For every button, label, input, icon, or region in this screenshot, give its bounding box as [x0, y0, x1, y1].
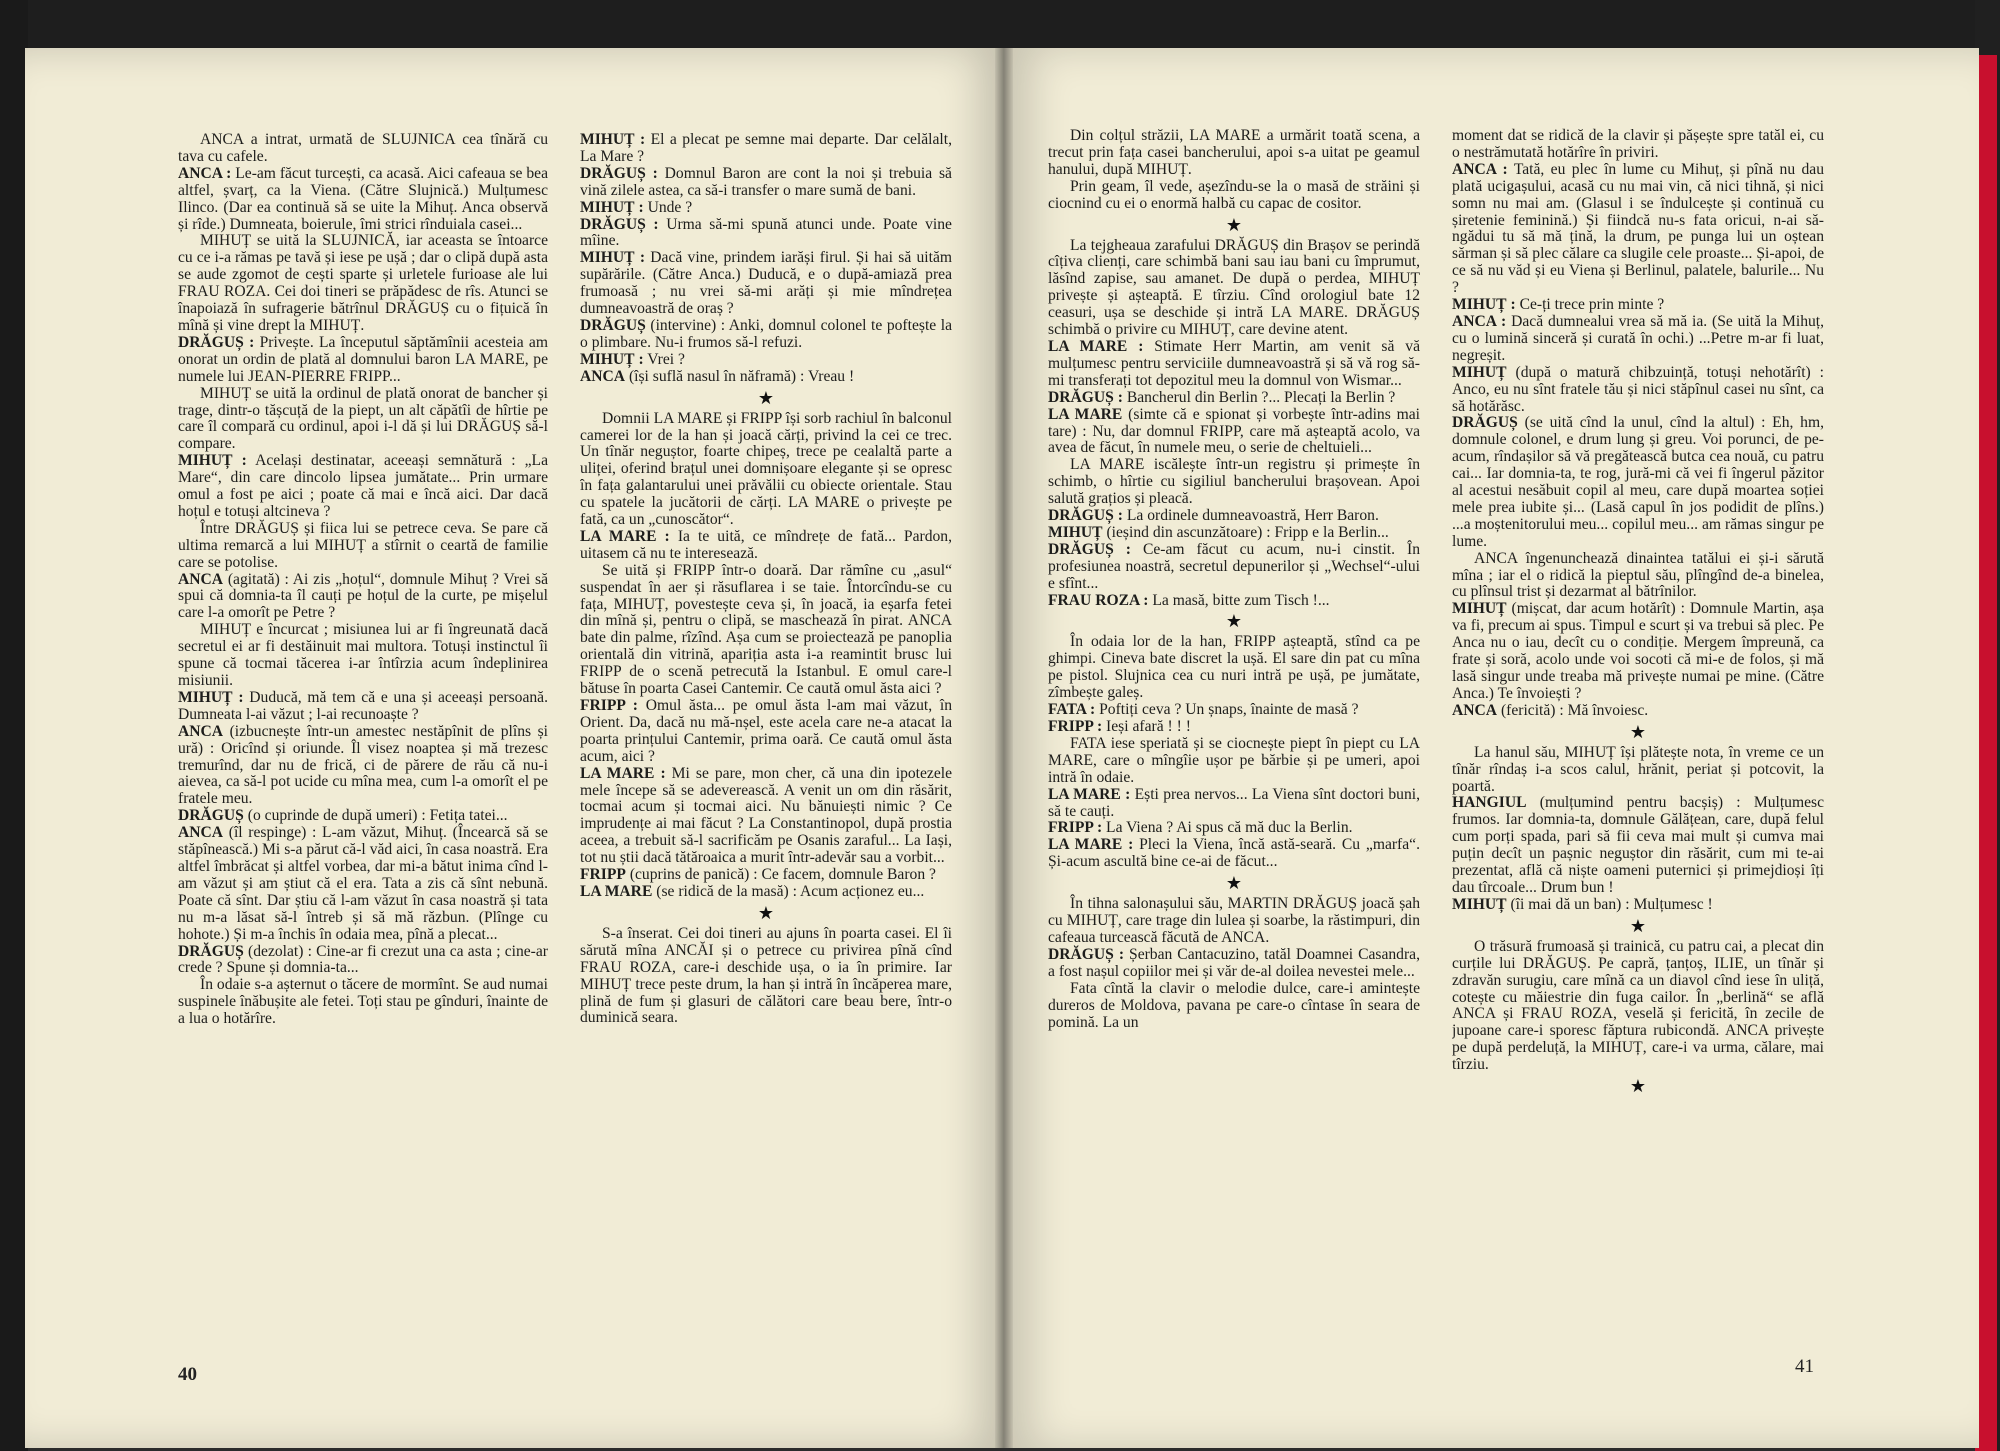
paragraph-text: Le-am făcut turcești, ca acasă. Aici cafeaua se bea altfel, șvarț, ca la Viena. (Către Slujnică.) Mulțumesc Ilinco. (Dar ea continuă să se uite la Mihuț. Anca observă și rîde.) Dumneata, boierule, îmi strici rînduiala casei...	[178, 164, 548, 233]
text-column-4	[1452, 128, 1824, 1343]
paragraph	[1452, 415, 1824, 550]
paragraph-text: La hanul său, MIHUȚ își plătește nota, în vreme ce un tînăr rîndaș i-a scos calul, hrănit, periat și potcovit, la poartă.	[1452, 743, 1824, 795]
paragraph-text: Domnul Baron are cont la noi și trebuia să vină zilele astea, ca să-i transfer o mare sumă de bani.	[580, 164, 952, 199]
section-star-icon: ★	[1629, 1076, 1647, 1097]
speaker-name: DRĂGUȘ	[178, 807, 244, 825]
paragraph-text: Dacă dumnealui vrea să mă ia. (Se uită la Mihuț, cu o lumină sinceră și curată în ochi.) ...Petre m-ar fi luat, negreșit.	[1452, 312, 1824, 364]
section-star-icon: ★	[757, 902, 775, 923]
paragraph-text: MIHUȚ e încurcat ; misiunea lui ar fi îngreunată dacă secretul ei ar fi destăinuit mai multora. Totuși instinctul îi spune că tocmai tăcerea i-ar întîrzia acum îndeplinirea misiunii.	[178, 621, 548, 689]
paragraph-text: (intervine) : Anki, domnul colonel te poftește la o plimbare. Nu-i frumos să-l refuzi.	[580, 316, 952, 351]
speaker-name: MIHUȚ	[1452, 363, 1507, 381]
paragraph-text: Poftiți ceva ? Un șnaps, înainte de masă ?	[1099, 701, 1359, 719]
paragraph	[1048, 634, 1420, 702]
paragraph-text: (agitată) : Ai zis „hoțul“, domnule Mihuț ? Vrei să spui că domnia-ta îl cauți pe hoțul de la curte, pe mișelul care l-a omorît pe Petre ?	[178, 570, 548, 622]
speaker-name: LA MARE :	[580, 527, 670, 545]
paragraph-text: Prin geam, îl vede, așezîndu-se la o masă de străini și ciocnind cu ei o enormă halbă cu capac de cositor.	[1048, 177, 1420, 212]
paragraph-text: (cuprins de panică) : Ce facem, domnule Baron ?	[629, 866, 936, 884]
paragraph-text: Omul ăsta... pe omul ăsta l-am mai văzut, în Orient. Da, dacă nu mă-nșel, este acela care ne-a atacat la poarta prințului Cantemir, prima oară. Ce caută omul ăsta acum, aici ?	[580, 697, 952, 765]
paragraph	[1048, 787, 1420, 821]
paragraph-text: FATA iese speriată și se ciocnește piept în piept cu LA MARE, care o mîngîie ușor pe bărbie și pe umeri, apoi intră în odaie.	[1048, 734, 1420, 786]
speaker-name: ANCA :	[1452, 312, 1507, 330]
paragraph	[580, 884, 952, 901]
paragraph	[1452, 897, 1824, 914]
paragraph-text: Mi se pare, mon cher, că una din ipotezele mele începe să se adeverească. A venit un om din răsărit, tocmai acum și tocmai aici. Nu bănuiești nimic ? Ce imprudențe ai mai făcut ? La Constantinopol, după prostia aceea, a trebuit să-l sacrificăm pe Osanis zaraful... La Iași, tot nu știi dacă tătăroaica a murit într-adevăr sau a vorbit...	[580, 764, 952, 867]
paragraph	[580, 200, 952, 217]
speaker-name: LA MARE :	[1048, 836, 1134, 854]
paragraph	[1452, 703, 1824, 720]
paragraph	[178, 977, 548, 1028]
paragraph	[1048, 719, 1420, 736]
paragraph-text: Ia te uită, ce mîndrețe de fată... Pardon, uitasem că nu te interesează.	[580, 527, 952, 562]
paragraph	[178, 825, 548, 943]
text-column-1	[178, 132, 548, 1347]
paragraph	[1048, 820, 1420, 837]
speaker-name: ANCA :	[178, 164, 232, 182]
text-column-2	[580, 132, 952, 1347]
speaker-name: DRĂGUȘ :	[1048, 507, 1123, 525]
paragraph-text: Fata cîntă la clavir o melodie dulce, care-i amintește dureros de Moldova, pavana pe care-o cîntase în seara de pomină. La un	[1048, 979, 1420, 1031]
paragraph-text: (ieșind din ascunzătoare) : Fripp e la Berlin...	[1106, 523, 1389, 541]
speaker-name: DRĂGUȘ	[1452, 414, 1518, 432]
speaker-name: MIHUȚ	[1452, 600, 1507, 618]
paragraph-text: (fericită) : Mă învoiesc.	[1500, 701, 1649, 719]
speaker-name: ANCA	[178, 722, 224, 740]
paragraph	[580, 926, 952, 1027]
paragraph	[178, 335, 548, 386]
paragraph	[1048, 593, 1420, 610]
paragraph-text: (îl respinge) : L-am văzut, Mihuț. (Încearcă să se stăpînească.) Mi s-a părut că-l văd aici, în casa noastră. Era altfel îmbrăcat și altfel vorbea, dar mi-a bătut inima cînd l-am văzut și am știut că el era. Tata a zis că sînt nebună. Poate că sînt. Dar știu că l-am văzut în casa noastră și tata nu m-a lăsat să-l întreb și să mă răzbun. (Plînge cu hohote.) Și m-a închis în odaia mea, pînă a plecat...	[178, 824, 548, 943]
text-column-3	[1048, 128, 1420, 1343]
speaker-name: DRĂGUȘ	[178, 942, 244, 960]
speaker-name: ANCA :	[1452, 160, 1508, 178]
paragraph	[580, 352, 952, 369]
paragraph	[1048, 457, 1420, 508]
paragraph-text: La ordinele dumneavoastră, Herr Baron.	[1126, 507, 1379, 525]
paragraph	[178, 386, 548, 454]
speaker-name: MIHUȚ	[1048, 523, 1103, 541]
paragraph	[580, 867, 952, 884]
paragraph-text: Stimate Herr Martin, am venit să vă mulțumesc pentru serviciile dumneavoastră și să vă rog să-mi transferați tot depozitul meu la domnul von Wismar...	[1048, 337, 1420, 389]
paragraph-text: La masă, bitte zum Tisch !...	[1152, 591, 1330, 609]
paragraph-text: Pleci la Viena, încă astă-seară. Cu „marfa“. Și-acum ascultă bine ce-ai de făcut...	[1048, 836, 1420, 871]
paragraph-text: Duducă, mă tem că e una și aceeași persoană. Dumneata l-ai văzut ; l-ai recunoaște ?	[178, 688, 548, 723]
paragraph-text: Vrei ?	[647, 350, 685, 368]
paragraph	[178, 944, 548, 978]
paragraph	[178, 724, 548, 809]
paragraph	[1452, 162, 1824, 297]
paragraph	[1048, 179, 1420, 213]
paragraph	[580, 411, 952, 529]
paragraph-text: MIHUȚ se uită la ordinul de plată onorat de bancher și trage, dintr-o tășcuță de la piept, un alt căpătîi de hîrtie pe care îl compară cu ordinul, apoi i-l dă și lui DRĂGUȘ să-l compare.	[178, 384, 548, 453]
paragraph-text: ANCA îngenunchează dinaintea tatălui ei și-i sărută mîna ; iar el o ridică la pieptul său, plîngînd de-a binelea, cu plînsul trist și dezarmat al bătrînilor.	[1452, 549, 1824, 601]
speaker-name: DRĂGUȘ :	[178, 333, 255, 351]
paragraph-text: (după o matură chibzuință, totuși nehotărît) : Anco, eu nu sînt fratele tău și nici stăpînul casei nu sînt, ca să hotărăsc.	[1452, 363, 1824, 415]
paragraph	[1452, 745, 1824, 796]
speaker-name: DRĂGUȘ :	[580, 164, 658, 182]
paragraph	[1452, 128, 1824, 162]
section-star-icon: ★	[1225, 873, 1243, 894]
paragraph	[1048, 736, 1420, 787]
paragraph-text: MIHUȚ se uită la SLUJNICĂ, iar aceasta se întoarce cu ce i-a rămas pe tavă și iese pe ușă ; dar o clipă după asta se aude zgomot de cești sparte și urletele furioase ale lui FRAU ROZA. Cei doi tineri se prăpădesc de rîs. Atunci se înapoiază în sufragerie bătrînul DRĂGUȘ cu o fițuică în mînă și vine drept la MIHUȚ.	[178, 232, 548, 334]
paragraph-text: (își suflă nasul în năframă) : Vreau !	[628, 367, 855, 385]
paragraph-text: La Viena ? Ai spus că mă duc la Berlin.	[1106, 819, 1353, 837]
paragraph	[1048, 238, 1420, 339]
paragraph-text: Ce-am făcut cu acum, nu-i cinstit. În profesiunea noastră, secretul depunerilor și „Wechsel“-ului e sfînt...	[1048, 540, 1420, 592]
speaker-name: FATA :	[1048, 701, 1096, 719]
paragraph	[580, 529, 952, 563]
paragraph-text: (se uită cînd la unul, cînd la altul) : Eh, hm, domnule colonel, e drum lung și greu. Voi porunci, de pe-acum, rîndașilor să vă pregătească butca cea nouă, cu patru cai... Iar domnia-ta, te rog, jură-mi că vei fi îngerul păzitor al acestui nesăbuit copil al meu, care după moartea soției mele prea iubite și... (Lasă capul în jos podidit de plîns.) ...a moștenitorului meu... copilul meu... am rămas singur pe lume.	[1452, 414, 1824, 550]
paragraph	[1452, 601, 1824, 702]
page-number-right: 41	[1795, 1356, 1814, 1377]
paragraph	[178, 690, 548, 724]
paragraph-text: Tată, eu plec în lume cu Mihuț, și pînă nu dau plată ucigașului, acasă cu nu mai vin, că nici tihnă, și nici somn nu mai am. (Glasul i se îndulcește și continuă cu șiretenie feminină.) Și fiindcă nu-s fata oricui, n-ai să-ngădui tu să mă țină, la drum, pe punga lui un oștean sărman și să plec călare ca slugile cele proaste... Și-apoi, de ce să nu văd și eu Viena și Berlinul, palatele, balurile... Nu ?	[1452, 160, 1824, 297]
paragraph-text: El a plecat pe semne mai departe. Dar celălalt, La Mare ?	[580, 132, 952, 165]
speaker-name: DRĂGUȘ	[580, 316, 646, 334]
paragraph	[580, 132, 952, 166]
paragraph	[178, 453, 548, 521]
paragraph	[1048, 339, 1420, 390]
paragraph	[178, 233, 548, 334]
paragraph-text: (dezolat) : Cine-ar fi crezut una ca asta ; cine-ar crede ? Spune și domnia-ta...	[178, 942, 548, 977]
section-star-icon: ★	[1629, 915, 1647, 936]
paragraph-text: La tejgheaua zarafului DRĂGUȘ din Brașov se perindă cîțiva clienți, care schimbă bani sau iau bani cu împrumut, lăsînd zapise, sau amanet. De după o perdea, MIHUȚ privește și așteaptă. E tîrziu. Cînd orologiul bate 12 ceasuri, ușa se deschide și intră LA MARE. DRĂGUȘ schimbă o privire cu MIHUȚ, care devine atent.	[1048, 236, 1420, 339]
paragraph	[1452, 551, 1824, 602]
paragraph-text: Unde ?	[647, 198, 693, 216]
paragraph	[1048, 508, 1420, 525]
paragraph-text: Domnii LA MARE și FRIPP își sorb rachiul în balconul camerei lor de la han și joacă cărți, privind la cei ce trec. Un tînăr neguștor, foarte chipeș, trece pe cealaltă parte a uliței, oferind brațul unei domnișoare elegante și se opresc în fața galantarului unei prăvălii cu obiecte orientale. Stau cu spatele la jucătorii de cărți. LA MARE o privește pe fată, ca un „cunoscător“.	[580, 409, 952, 529]
paragraph	[178, 166, 548, 234]
paragraph	[580, 217, 952, 251]
paragraph-text: Dacă vine, prindem iarăși firul. Și hai să uităm supărările. (Către Anca.) Duducă, e o după-amiază prea frumoasă ; nu vrei să-mi arăți și mie mîndrețea dumneavoastră de oraș ?	[580, 249, 952, 318]
speaker-name: ANCA	[1452, 701, 1498, 719]
paragraph	[1048, 837, 1420, 871]
paragraph-text: (o cuprinde de după umeri) : Fetița tatei...	[247, 807, 508, 825]
paragraph	[178, 622, 548, 690]
paragraph-text: (îi mai dă un ban) : Mulțumesc !	[1510, 895, 1713, 913]
paragraph	[1048, 947, 1420, 981]
speaker-name: DRĂGUȘ :	[1048, 388, 1123, 406]
speaker-name: MIHUȚ :	[580, 350, 644, 368]
speaker-name: MIHUȚ :	[580, 198, 644, 216]
paragraph-text: (simte că e spionat și vorbește într-adins mai tare) : Nu, dar domnul FRIPP, care mă așteaptă acolo, va avea de făcut, în numele meu, o serie de cheltuieli...	[1048, 405, 1420, 457]
paragraph-text: Șerban Cantacuzino, tatăl Doamnei Casandra, a fost nașul copiilor mei și văr de-al doilea nevestei mele...	[1048, 945, 1420, 980]
paragraph-text: Între DRĂGUȘ și fiica lui se petrece ceva. Se pare că ultima remarcă a lui MIHUȚ a stîrnit o ceartă de familie care se potolise.	[178, 519, 548, 571]
book-gutter	[995, 48, 1013, 1448]
paragraph	[1048, 896, 1420, 947]
speaker-name: FRIPP	[580, 866, 626, 884]
speaker-name: ANCA	[178, 824, 224, 842]
speaker-name: ANCA	[178, 570, 224, 588]
speaker-name: MIHUȚ	[1452, 895, 1507, 913]
paragraph	[580, 318, 952, 352]
page-number-left: 40	[178, 1364, 197, 1385]
speaker-name: MIHUȚ :	[178, 688, 244, 706]
speaker-name: MIHUȚ :	[178, 452, 247, 470]
speaker-name: LA MARE	[580, 882, 653, 900]
paragraph-text: Urma să-mi spună atunci unde. Poate vine mîine.	[580, 215, 952, 250]
paragraph	[1048, 525, 1420, 542]
section-star-icon: ★	[757, 387, 775, 408]
paragraph	[1048, 128, 1420, 179]
speaker-name: FRIPP :	[1048, 819, 1103, 837]
paragraph-text: O trăsură frumoasă și trainică, cu patru cai, a plecat din curțile lui DRĂGUȘ. Pe capră, țanțoș, ILIE, un tînăr și zdravăn surugiu, care mînă ca un diavol cînd iese în uliță, cotește cu măiestrie din fuga cailor. În „berlină“ se află ANCA și FRAU ROZA, veselă și fericită, în zecile de jupoane care-i sporesc făptura rubicondă. ANCA privește pe după perdeluță, la MIHUȚ, care-i va urma, călare, mai tîrziu.	[1452, 937, 1824, 1074]
paragraph-text: În odaia lor de la han, FRIPP așteaptă, stînd ca pe ghimpi. Cineva bate discret la ușă. El sare din pat cu mîna pe pistol. Slujnica cea cu nuri intră pe ușă, pe jumătate, zîmbește galeș.	[1048, 633, 1420, 702]
paragraph	[580, 563, 952, 698]
speaker-name: MIHUȚ :	[1452, 296, 1516, 314]
paragraph	[178, 808, 548, 825]
paragraph-text: Din colțul străzii, LA MARE a urmărit toată scena, a trecut prin fața casei bancherului, apoi s-a uitat pe geamul hanului, după MIHUȚ.	[1048, 128, 1420, 178]
speaker-name: LA MARE	[1048, 405, 1123, 423]
paragraph	[580, 369, 952, 386]
book-cover-left	[0, 0, 28, 1451]
speaker-name: FRIPP :	[580, 697, 638, 714]
speaker-name: LA MARE :	[1048, 785, 1131, 803]
paragraph	[580, 250, 952, 318]
speaker-name: DRĂGUȘ :	[1048, 540, 1132, 558]
speaker-name: FRAU ROZA :	[1048, 591, 1149, 609]
paragraph	[580, 766, 952, 867]
speaker-name: LA MARE :	[580, 764, 666, 782]
speaker-name: FRIPP :	[1048, 718, 1103, 735]
section-star-icon: ★	[1225, 611, 1243, 632]
paragraph	[1048, 542, 1420, 593]
paragraph-text: Bancherul din Berlin ?... Plecați la Berlin ?	[1126, 388, 1396, 406]
paragraph-text: (mulțumind pentru bacșiș) : Mulțumesc frumos. Iar domnia-ta, domnule Gălățean, care, după felul cum porți spada, pari să fii ceva mai mult și cumva mai puțin decît un pașnic neguștor din răsărit, cum mi te-ai prezentat, află că niște oameni puternici și primejdioși îți dau tîrcoale... Drum bun !	[1452, 794, 1824, 896]
speaker-name: DRĂGUȘ :	[1048, 945, 1125, 963]
section-star-icon: ★	[1629, 721, 1647, 742]
paragraph-text: Același destinatar, aceeași semnătură : „La Mare“, din care dincolo lipsea jumătate... Prin urmare omul a fost pe aici ; poate că mai e încă aici. Dar dacă hoțul e totuși altcineva ?	[178, 452, 548, 520]
paragraph	[1452, 939, 1824, 1074]
speaker-name: DRĂGUȘ :	[580, 215, 659, 233]
paragraph	[1452, 365, 1824, 416]
paragraph-text: Ieși afară ! ! !	[1106, 718, 1191, 735]
speaker-name: MIHUȚ :	[580, 249, 646, 267]
paragraph-text: (izbucnește într-un amestec nestăpînit de plîns și ură) : Oricînd și oriunde. Îl visez noaptea și mă trezesc tremurînd, dar nu de frică, ci de părere de rău că nu-i aievea, ca să-l pot ucide cu mîna mea, cum l-a omorît el pe fratele meu.	[178, 722, 548, 808]
paragraph-text: moment dat se ridică de la clavir și pășește spre tatăl ei, cu o nestrămutată hotărîre în priviri.	[1452, 128, 1824, 161]
speaker-name: LA MARE :	[1048, 337, 1144, 355]
paragraph	[178, 521, 548, 572]
paragraph	[1048, 407, 1420, 458]
paragraph	[580, 698, 952, 766]
paragraph	[178, 132, 548, 166]
paragraph-text: Privește. La începutul săptămînii acesteia am onorat un ordin de plată al domnului baron LA MARE, pe numele lui JEAN-PIERRE FRIPP...	[178, 333, 548, 385]
section-star-icon: ★	[1225, 214, 1243, 235]
paragraph	[178, 572, 548, 623]
paragraph-text: Se uită și FRIPP într-o doară. Dar rămîne cu „asul“ suspendat în aer și răsuflarea i se taie. Întorcîndu-se cu fața, MIHUȚ, povestește ceva și, în joacă, ia eșarfa fetei din mînă și, pentru o clipă, se maschează în pirat. ANCA bate din palme, rîzînd. Așa cum se proiectează pe panoplia orientală din vitrină, apariția asta i-a reamintit brusc lui FRIPP de o scenă petrecută la Istanbul. E omul care-l bătuse în poarta Casei Cantemir. Ce caută omul ăsta aici ?	[580, 561, 952, 698]
paragraph	[1452, 297, 1824, 314]
paragraph	[1048, 702, 1420, 719]
paragraph	[1452, 795, 1824, 896]
paragraph-text: S-a înserat. Cei doi tineri au ajuns în poarta casei. El îi sărută mîna ANCĂI și o petrece cu privirea pînă cînd FRAU ROZA, care-i deschide ușa, o ia în primire. Iar MIHUȚ trece peste drum, la han și intră în încăperea mare, plină de fum și glasuri de călători care beau bere, într-o duminică seara.	[580, 924, 952, 1027]
paragraph	[580, 166, 952, 200]
paragraph-text: Ești prea nervos... La Viena sînt doctori buni, să te cauți.	[1048, 785, 1420, 820]
paragraph	[1048, 981, 1420, 1032]
paragraph-text: LA MARE iscălește într-un registru și primește în schimb, o hîrtie cu sigiliul bancherului brașovean. Apoi salută grațios și pleacă.	[1048, 456, 1420, 508]
speaker-name: ANCA	[580, 367, 626, 385]
speaker-name: HANGIUL	[1452, 794, 1527, 812]
paragraph-text: (mișcat, dar acum hotărît) : Domnule Martin, așa va fi, precum ai spus. Timpul e scurt și va trebui să plec. Pe Anca nu o iau, decît cu o condiție. Mergem împreună, ca frate și soră, acolo unde voi socoti că mi-e de folos, și mă lasă singur unde treaba mă privește numai pe mine. (Către Anca.) Te învoiești ?	[1452, 600, 1824, 702]
paragraph-text: În tihna salonașului său, MARTIN DRĂGUȘ joacă șah cu MIHUȚ, care trage din lulea și soarbe, la răstimpuri, din cafeaua turcească făcută de ANCA.	[1048, 895, 1420, 946]
paragraph	[1452, 314, 1824, 365]
paragraph	[1048, 390, 1420, 407]
paragraph-text: ANCA a intrat, urmată de SLUJNICA cea tînără cu tava cu cafele.	[178, 132, 548, 165]
paragraph-text: (se ridică de la masă) : Acum acționez eu...	[656, 882, 925, 900]
paragraph-text: Ce-ți trece prin minte ?	[1519, 296, 1665, 314]
speaker-name: MIHUȚ :	[580, 132, 646, 148]
paragraph-text: În odaie s-a așternut o tăcere de mormînt. Se aud numai suspinele înăbușite ale fetei. Toți stau pe gînduri, înainte de a lua o hotărîre.	[178, 976, 548, 1028]
